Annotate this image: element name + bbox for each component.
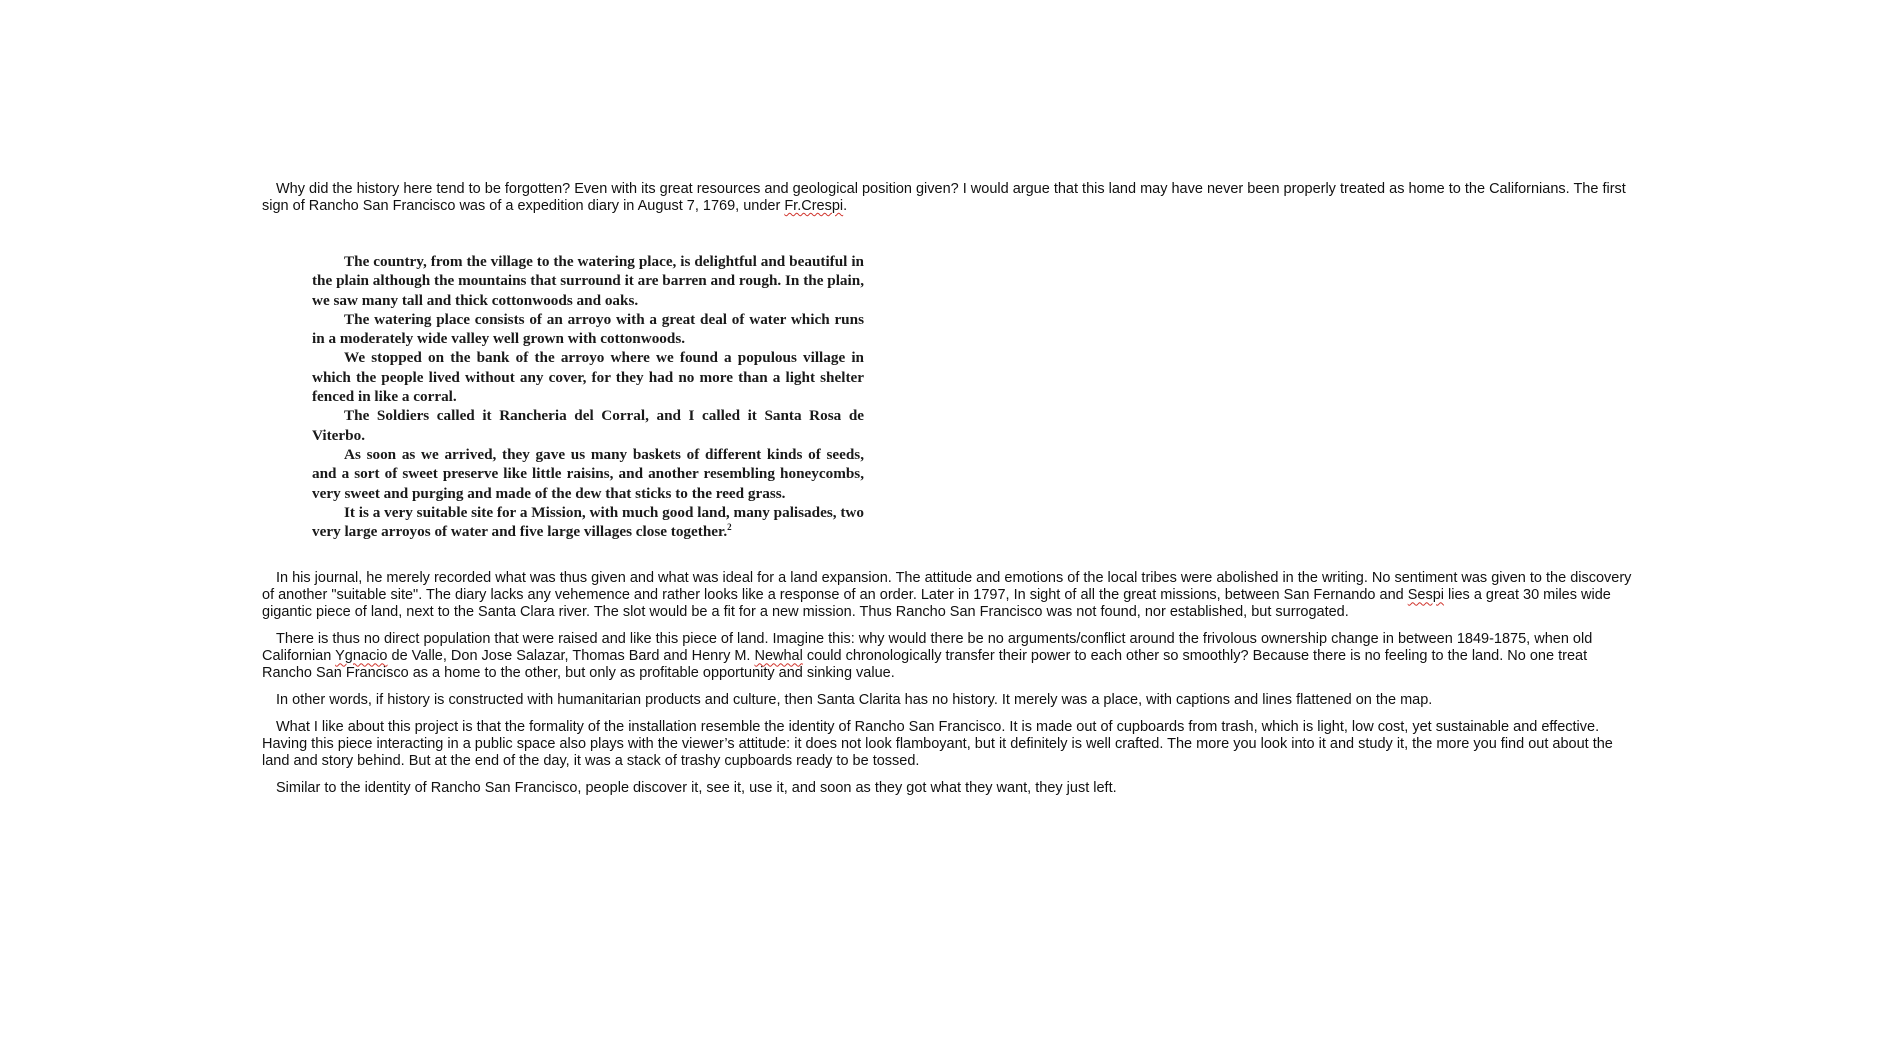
paragraph-text: . [843,198,848,214]
paragraph-text: de Valle, Don Jose Salazar, Thomas Bard and Henry M. [387,648,755,665]
spellcheck-flagged-word[interactable]: Newhal [754,648,803,665]
paragraph-text: Why did the history here tend to be forgotten? Even with its great resources and geological position given? I would argue that this land may have never been properly treated as home to the Californians. The first sign of Rancho San Francisco was of a expedition diary in August 7, 1769, under [262,181,1626,214]
spellcheck-flagged-word[interactable]: Sespi [1407,587,1445,604]
spellcheck-flagged-word[interactable]: Fr.Crespi [784,198,844,214]
paragraph-intro [262,181,1640,215]
paragraph-text: lies a great 30 miles wide gigantic piece of land, next to the Santa Clara river. The slot would be a fit for a new mission. Thus Rancho San Francisco was not found, nor established, but surrogated. [262,587,1611,621]
paragraph-project: What I like about this project is that the formality of the installation resemble the identity of Rancho San Francisco. It is made out of cupboards from trash, which is light, low cost, yet sustainable and effective. Having this piece interacting in a public space also plays with the viewer’s attitude: it does not look flamboyant, but it definitely is well crafted. The more you look into it and study it, the more you find out about the land and story behind. But at the end of the day, it was a stack of trashy cupboards ready to be tossed. [262,719,1613,770]
paragraph-similar: Similar to the identity of Rancho San Francisco, people discover it, see it, use it, and soon as they got what they want, they just left. [276,780,1117,797]
quote-paragraph: The Soldiers called it Rancheria del Corral, and I called it Santa Rosa de Viterbo. [312,407,864,444]
quote-paragraph: The watering place consists of an arroyo with a great deal of water which runs in a moderately wide valley well grown with cottonwoods. [312,310,864,348]
paragraph-text: In his journal, he merely recorded what was thus given and what was ideal for a land expansion. The attitude and emotions of the local tribes were abolished in the writing. No sentiment was given to the discovery of another "suitable site". The diary lacks any vehemence and rather looks like a response of an order. Later in 1797, In sight of all the great missions, between San Fernando and [262,570,1632,604]
quote-paragraph: As soon as we arrived, they gave us many baskets of different kinds of seeds, and a sort of sweet preserve like little raisins, and another resembling honeycombs, very sweet and purging and made of the dew that sticks to the reed grass. [312,445,864,502]
diary-quote-image [312,252,864,541]
document-body [262,181,1640,797]
paragraph-text: There is thus no direct population that were raised and like this piece of land. Imagine this: why would there be no arguments/conflict around the frivolous ownership change in between 1849-1875, when old Californian [262,631,1593,665]
footnote-mark: 2 [727,522,732,533]
quote-paragraph-last [312,503,864,542]
paragraph-population [262,631,1640,682]
quote-text: It is a very suitable site for a Mission, with much good land, many palisades, two very large arroyos of water and five large villages close together. [312,503,864,541]
paragraph-journal [262,570,1640,621]
paragraph-other-words: In other words, if history is constructed with humanitarian products and culture, then Santa Clarita has no history. It merely was a place, with captions and lines flattened on the map. [276,692,1433,709]
quote-paragraph: We stopped on the bank of the arroyo where we found a populous village in which the people lived without any cover, for they had no more than a light shelter fenced in like a corral. [312,349,864,406]
quote-paragraph: The country, from the village to the watering place, is delightful and beautiful in the plain although the mountains that surround it are barren and rough. In the plain, we saw many tall and thick cottonwoods and oaks. [312,253,864,309]
paragraph-text: could chronologically transfer their power to each other so smoothly? Because there is no feeling to the land. No one treat Rancho San Francisco as a home to the other, but only as profitable opportunity and sinking value. [262,648,1588,682]
spellcheck-flagged-word[interactable]: Ygnacio [335,648,388,665]
